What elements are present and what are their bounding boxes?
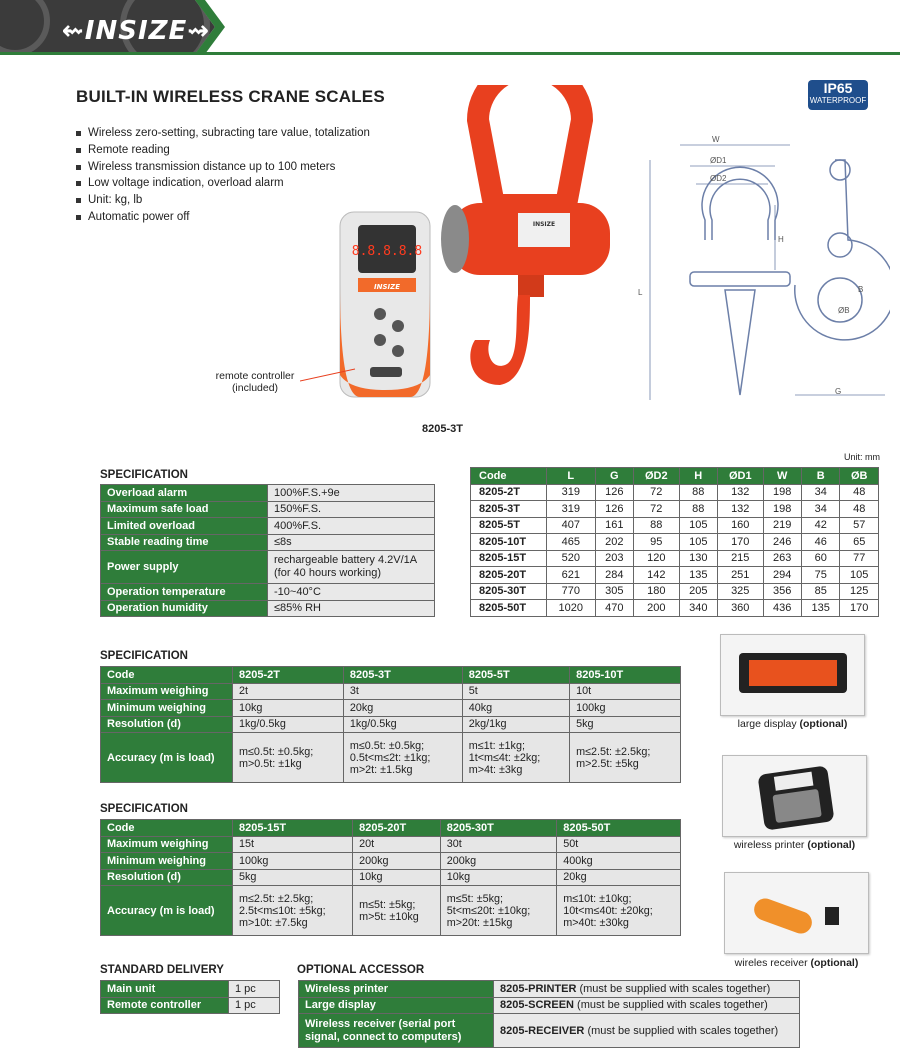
display-body (739, 653, 847, 693)
feature-list (76, 125, 370, 226)
page-title: BUILT-IN WIRELESS CRANE SCALES (76, 87, 385, 106)
accessory-code (494, 1014, 800, 1048)
table-row (101, 683, 681, 700)
spec-key: Maximum weighing (101, 836, 233, 853)
dimension-table (470, 467, 879, 617)
spec-value: 3t (343, 683, 462, 700)
spec-value: 10kg (353, 869, 441, 886)
dimension-cell: 263 (763, 550, 801, 567)
table-row (101, 997, 280, 1014)
list-item: Wireless zero-setting, subracting tare value, totalization (76, 125, 370, 142)
remote-brand: INSIZE (374, 283, 400, 291)
dimension-cell: 132 (718, 484, 764, 501)
acc-line: m≤2.5t: ±2.5kg; (576, 745, 651, 758)
display-screen (749, 660, 837, 686)
acc-line: m>2t: ±1.5kg (349, 763, 413, 776)
acc-line: m≤5t: ±5kg; (446, 892, 503, 905)
spec-key: Maximum safe load (101, 501, 268, 518)
table-row (471, 501, 879, 518)
table-row (101, 667, 681, 684)
acc-line: m≤0.5t: ±0.5kg; (349, 739, 425, 752)
delivery-qty: 1 pc (229, 997, 280, 1014)
dimension-cell: 42 (801, 517, 839, 534)
spec-key: Accuracy (m is load) (101, 733, 233, 783)
dimension-cell: 126 (595, 501, 633, 518)
caption-name: large display (737, 718, 797, 730)
dimension-cell: 34 (801, 501, 839, 518)
table-row (299, 981, 800, 998)
ip-rating-badge (808, 80, 868, 110)
standard-delivery-table (100, 980, 280, 1014)
dimension-cell: 203 (595, 550, 633, 567)
table-row (101, 534, 435, 551)
acc-line: m>5t: ±10kg (359, 910, 419, 923)
spec-value: 2t (233, 683, 344, 700)
model-code-cell: 8205-3T (471, 501, 547, 518)
remote-caption (210, 370, 300, 394)
spec-key: Operation humidity (101, 600, 268, 617)
dimension-cell: 246 (763, 534, 801, 551)
column-header: H (679, 468, 717, 485)
large-display-photo (720, 634, 865, 716)
spec-key: Maximum weighing (101, 683, 233, 700)
dimension-cell: 57 (840, 517, 879, 534)
dimension-cell: 436 (763, 600, 801, 617)
dimension-cell: 130 (679, 550, 717, 567)
spec-value: 200kg (353, 853, 441, 870)
accessory-caption (722, 839, 867, 851)
delivery-item: Remote controller (101, 997, 229, 1014)
column-header: 8205-15T (233, 820, 353, 837)
caption-name: wireless printer (733, 839, 805, 851)
acc-line: 2.5t<m≤10t: ±5kg; (239, 904, 326, 917)
spec-table-15t-50t (100, 819, 681, 936)
acc-line: m≤10t: ±10kg; (563, 892, 632, 905)
spec-value-line: (for 40 hours working) (274, 567, 381, 579)
section-title: STANDARD DELIVERY (100, 964, 224, 976)
acc-line: m>40t: ±30kg (563, 916, 629, 929)
table-row (101, 584, 435, 601)
column-header: B (801, 468, 839, 485)
caption-optional: (optional) (810, 957, 859, 969)
column-header: 8205-3T (343, 667, 462, 684)
brand-logo: ⇜INSIZE⇝ (62, 16, 211, 46)
table-row (471, 534, 879, 551)
table-row (299, 1014, 800, 1048)
dimension-cell: 88 (679, 484, 717, 501)
dimension-cell: 770 (547, 583, 596, 600)
spec-value: 5kg (233, 869, 353, 886)
spec-value: 2kg/1kg (462, 716, 569, 733)
receiver-antenna (825, 907, 839, 925)
spec-value: ≤8s (268, 534, 435, 551)
table-row (101, 886, 681, 936)
optional-accessory-table (298, 980, 800, 1048)
dimension-cell: 88 (634, 517, 680, 534)
spec-value (557, 886, 681, 936)
accessory-name (299, 1014, 494, 1048)
accessory-caption (720, 718, 865, 730)
table-row (471, 567, 879, 584)
acc-line: 0.5t<m≤2t: ±1kg; (349, 751, 431, 764)
dimension-cell: 407 (547, 517, 596, 534)
dimension-cell: 319 (547, 484, 596, 501)
gear-decoration (0, 0, 50, 56)
spec-key: Resolution (d) (101, 869, 233, 886)
acc-line: 1t<m≤4t: ±2kg; (468, 751, 541, 764)
dim-label-h: H (778, 235, 784, 244)
dimension-cell: 198 (763, 484, 801, 501)
dimension-cell: 60 (801, 550, 839, 567)
model-label: 8205-3T (422, 423, 463, 435)
dimension-cell: 46 (801, 534, 839, 551)
table-row (101, 485, 435, 502)
caption-line: remote controller (215, 370, 295, 382)
table-row (101, 820, 681, 837)
spec-value: 40kg (462, 700, 569, 717)
spec-value (440, 886, 556, 936)
dimension-cell: 72 (634, 501, 680, 518)
table-row (471, 484, 879, 501)
section-title: SPECIFICATION (100, 469, 188, 481)
column-header: 8205-50T (557, 820, 681, 837)
table-row (101, 551, 435, 584)
scale-tag: INSIZE (532, 221, 556, 228)
table-row (101, 600, 435, 617)
spec-key: Resolution (d) (101, 716, 233, 733)
dim-label-d2: ØD2 (710, 174, 727, 183)
dim-label-l: L (638, 288, 643, 297)
dimension-cell: 294 (763, 567, 801, 584)
spec-key: Code (101, 667, 233, 684)
spec-value-line: rechargeable battery 4.2V/1A (274, 554, 418, 566)
ip-rating: IP65 (823, 80, 853, 96)
table-row (471, 517, 879, 534)
spec-key: Power supply (101, 551, 268, 584)
table-row (101, 733, 681, 783)
spec-value (353, 886, 441, 936)
spec-value: 5kg (570, 716, 681, 733)
spec-value: 10kg (233, 700, 344, 717)
column-header: 8205-30T (440, 820, 556, 837)
header-band (0, 0, 900, 56)
accessory-note: (must be supplied with scales together) (579, 982, 771, 995)
dimension-cell: 48 (840, 484, 879, 501)
caption-name: wireles receiver (734, 957, 808, 969)
spec-value: -10~40°C (268, 584, 435, 601)
product-illustration (330, 85, 650, 405)
spec-value (343, 733, 462, 783)
dim-label-w: W (712, 135, 720, 144)
spec-value: 20kg (343, 700, 462, 717)
spec-value: 100kg (233, 853, 353, 870)
list-item: Automatic power off (76, 209, 370, 226)
spec-value: 1kg/0.5kg (233, 716, 344, 733)
spec-value: 20t (353, 836, 441, 853)
dimension-cell: 135 (679, 567, 717, 584)
dimension-cell: 356 (763, 583, 801, 600)
accessory-code-text: 8205-RECEIVER (500, 1024, 585, 1037)
dimension-cell: 319 (547, 501, 596, 518)
table-row (299, 997, 800, 1014)
spec-key: Minimum weighing (101, 853, 233, 870)
dimension-cell: 1020 (547, 600, 596, 617)
spec-key: Operation temperature (101, 584, 268, 601)
dimension-cell: 160 (718, 517, 764, 534)
dimension-cell: 85 (801, 583, 839, 600)
acc-line: m>10t: ±7.5kg (239, 916, 308, 929)
dimension-cell: 132 (718, 501, 764, 518)
acc-line: 5t<m≤20t: ±10kg; (446, 904, 531, 917)
dimension-cell: 34 (801, 484, 839, 501)
acc-line: m≤5t: ±5kg; (359, 898, 416, 911)
model-code-cell: 8205-2T (471, 484, 547, 501)
model-code-cell: 8205-30T (471, 583, 547, 600)
dimension-cell: 142 (634, 567, 680, 584)
table-header-row (471, 468, 879, 485)
column-header: ØD2 (634, 468, 680, 485)
table-row (101, 869, 681, 886)
table-row (101, 700, 681, 717)
accessory-caption (724, 957, 869, 969)
accessory-code-text: 8205-PRINTER (500, 982, 577, 995)
printer-keypad (772, 789, 821, 823)
accessory-code-text: 8205-SCREEN (500, 999, 574, 1012)
dimension-cell: 621 (547, 567, 596, 584)
spec-value: 20kg (557, 869, 681, 886)
dimension-cell: 72 (634, 484, 680, 501)
dimension-cell: 77 (840, 550, 879, 567)
spec-key: Stable reading time (101, 534, 268, 551)
spec-value: 10t (570, 683, 681, 700)
model-code-cell: 8205-15T (471, 550, 547, 567)
spec-table-general (100, 484, 435, 617)
printer-body (757, 765, 834, 830)
column-header: G (595, 468, 633, 485)
spec-value (462, 733, 569, 783)
dimension-cell: 88 (679, 501, 717, 518)
dimension-cell: 105 (679, 517, 717, 534)
delivery-qty: 1 pc (229, 981, 280, 998)
delivery-item: Main unit (101, 981, 229, 998)
pointer-line (300, 365, 360, 385)
spec-value: 5t (462, 683, 569, 700)
dimension-cell: 465 (547, 534, 596, 551)
accessory-name: Large display (299, 997, 494, 1014)
model-code-cell: 8205-20T (471, 567, 547, 584)
accessory-name-line: Wireless receiver (serial port (305, 1017, 456, 1030)
caption-optional: (optional) (799, 718, 848, 730)
spec-value: 50t (557, 836, 681, 853)
acc-line: 10t<m≤40t: ±20kg; (563, 904, 653, 917)
ip-text: WATERPROOF (809, 96, 867, 105)
spec-value (570, 733, 681, 783)
acc-line: m≤0.5t: ±0.5kg; (239, 745, 314, 758)
spec-value: 10kg (440, 869, 556, 886)
dimension-cell: 65 (840, 534, 879, 551)
dimension-cell: 219 (763, 517, 801, 534)
dim-label-db: ØB (838, 306, 850, 315)
dim-label-b: B (858, 285, 864, 294)
list-item: Remote reading (76, 142, 370, 159)
column-header: W (763, 468, 801, 485)
accessory-note: (must be supplied with scales together) (587, 1024, 779, 1037)
dimension-cell: 251 (718, 567, 764, 584)
table-row (101, 981, 280, 998)
list-item: Low voltage indication, overload alarm (76, 175, 370, 192)
column-header: ØB (840, 468, 879, 485)
dimension-cell: 105 (840, 567, 879, 584)
spec-value: 15t (233, 836, 353, 853)
dimension-cell: 520 (547, 550, 596, 567)
spec-value (268, 551, 435, 584)
dimension-cell: 126 (595, 484, 633, 501)
dim-label-d1: ØD1 (710, 156, 727, 165)
column-header: L (547, 468, 596, 485)
dimension-cell: 360 (718, 600, 764, 617)
dimension-cell: 95 (634, 534, 680, 551)
remote-display-digits: 8.8.8.8.8 (351, 244, 423, 259)
accessory-name: Wireless printer (299, 981, 494, 998)
dimension-cell: 200 (634, 600, 680, 617)
accessory-code (494, 981, 800, 998)
dimension-cell: 170 (840, 600, 879, 617)
table-row (471, 550, 879, 567)
spec-value: 30t (440, 836, 556, 853)
model-code-cell: 8205-5T (471, 517, 547, 534)
spec-value (233, 733, 344, 783)
dimension-cell: 325 (718, 583, 764, 600)
table-row (101, 501, 435, 518)
section-title: OPTIONAL ACCESSOR (297, 964, 425, 976)
acc-line: m>20t: ±15kg (446, 916, 513, 929)
header-divider (0, 52, 900, 55)
spec-value (233, 886, 353, 936)
dim-label-g: G (835, 387, 842, 396)
spec-value: 150%F.S. (268, 501, 435, 518)
accessory-note: (must be supplied with scales together) (577, 999, 768, 1012)
acc-line: m≤2.5t: ±2.5kg; (239, 892, 314, 905)
model-code-cell: 8205-50T (471, 600, 547, 617)
column-header: 8205-5T (462, 667, 569, 684)
spec-key: Limited overload (101, 518, 268, 535)
dimension-cell: 340 (679, 600, 717, 617)
caption-line: (included) (231, 382, 279, 394)
acc-line: m≤1t: ±1kg; (468, 739, 525, 752)
table-row (101, 518, 435, 535)
column-header: ØD1 (718, 468, 764, 485)
caption-optional: (optional) (807, 839, 856, 851)
dimension-cell: 198 (763, 501, 801, 518)
dimension-cell: 470 (595, 600, 633, 617)
spec-key: Overload alarm (101, 485, 268, 502)
dimension-cell: 305 (595, 583, 633, 600)
dimension-cell: 48 (840, 501, 879, 518)
spec-value: 400kg (557, 853, 681, 870)
table-row (101, 853, 681, 870)
column-header: 8205-10T (570, 667, 681, 684)
table-row (101, 716, 681, 733)
dimension-cell: 215 (718, 550, 764, 567)
spec-value: 400%F.S. (268, 518, 435, 535)
spec-value: 100kg (570, 700, 681, 717)
wireless-printer-photo (722, 755, 867, 837)
dimension-cell: 205 (679, 583, 717, 600)
accessory-name-line: signal, connect to computers) (305, 1030, 462, 1043)
column-header: 8205-2T (233, 667, 344, 684)
dimension-cell: 202 (595, 534, 633, 551)
dimension-diagram (630, 130, 890, 405)
dimension-cell: 284 (595, 567, 633, 584)
section-title: SPECIFICATION (100, 803, 188, 815)
wireless-receiver-photo (724, 872, 869, 954)
dimension-cell: 180 (634, 583, 680, 600)
dimension-cell: 105 (679, 534, 717, 551)
column-header: Code (471, 468, 547, 485)
table-row (471, 583, 879, 600)
dimension-cell: 170 (718, 534, 764, 551)
spec-value: 200kg (440, 853, 556, 870)
spec-value: 100%F.S.+9e (268, 485, 435, 502)
unit-label: Unit: mm (844, 452, 880, 462)
printer-paper (774, 772, 814, 791)
table-row (471, 600, 879, 617)
crane-scale-image (441, 85, 610, 385)
list-item: Unit: kg, lb (76, 192, 370, 209)
spec-key: Code (101, 820, 233, 837)
spec-table-2t-10t (100, 666, 681, 783)
list-item: Wireless transmission distance up to 100 meters (76, 159, 370, 176)
spec-key: Minimum weighing (101, 700, 233, 717)
section-title: SPECIFICATION (100, 650, 188, 662)
model-code-cell: 8205-10T (471, 534, 547, 551)
column-header: 8205-20T (353, 820, 441, 837)
acc-line: m>2.5t: ±5kg (576, 757, 639, 770)
dimension-cell: 135 (801, 600, 839, 617)
spec-value: ≤85% RH (268, 600, 435, 617)
dimension-cell: 161 (595, 517, 633, 534)
receiver-body (751, 895, 815, 936)
dimension-cell: 75 (801, 567, 839, 584)
acc-line: m>0.5t: ±1kg (239, 757, 302, 770)
accessory-code (494, 997, 800, 1014)
acc-line: m>4t: ±3kg (468, 763, 523, 776)
spec-value: 1kg/0.5kg (343, 716, 462, 733)
table-row (101, 836, 681, 853)
dimension-cell: 125 (840, 583, 879, 600)
dimension-cell: 120 (634, 550, 680, 567)
spec-key: Accuracy (m is load) (101, 886, 233, 936)
